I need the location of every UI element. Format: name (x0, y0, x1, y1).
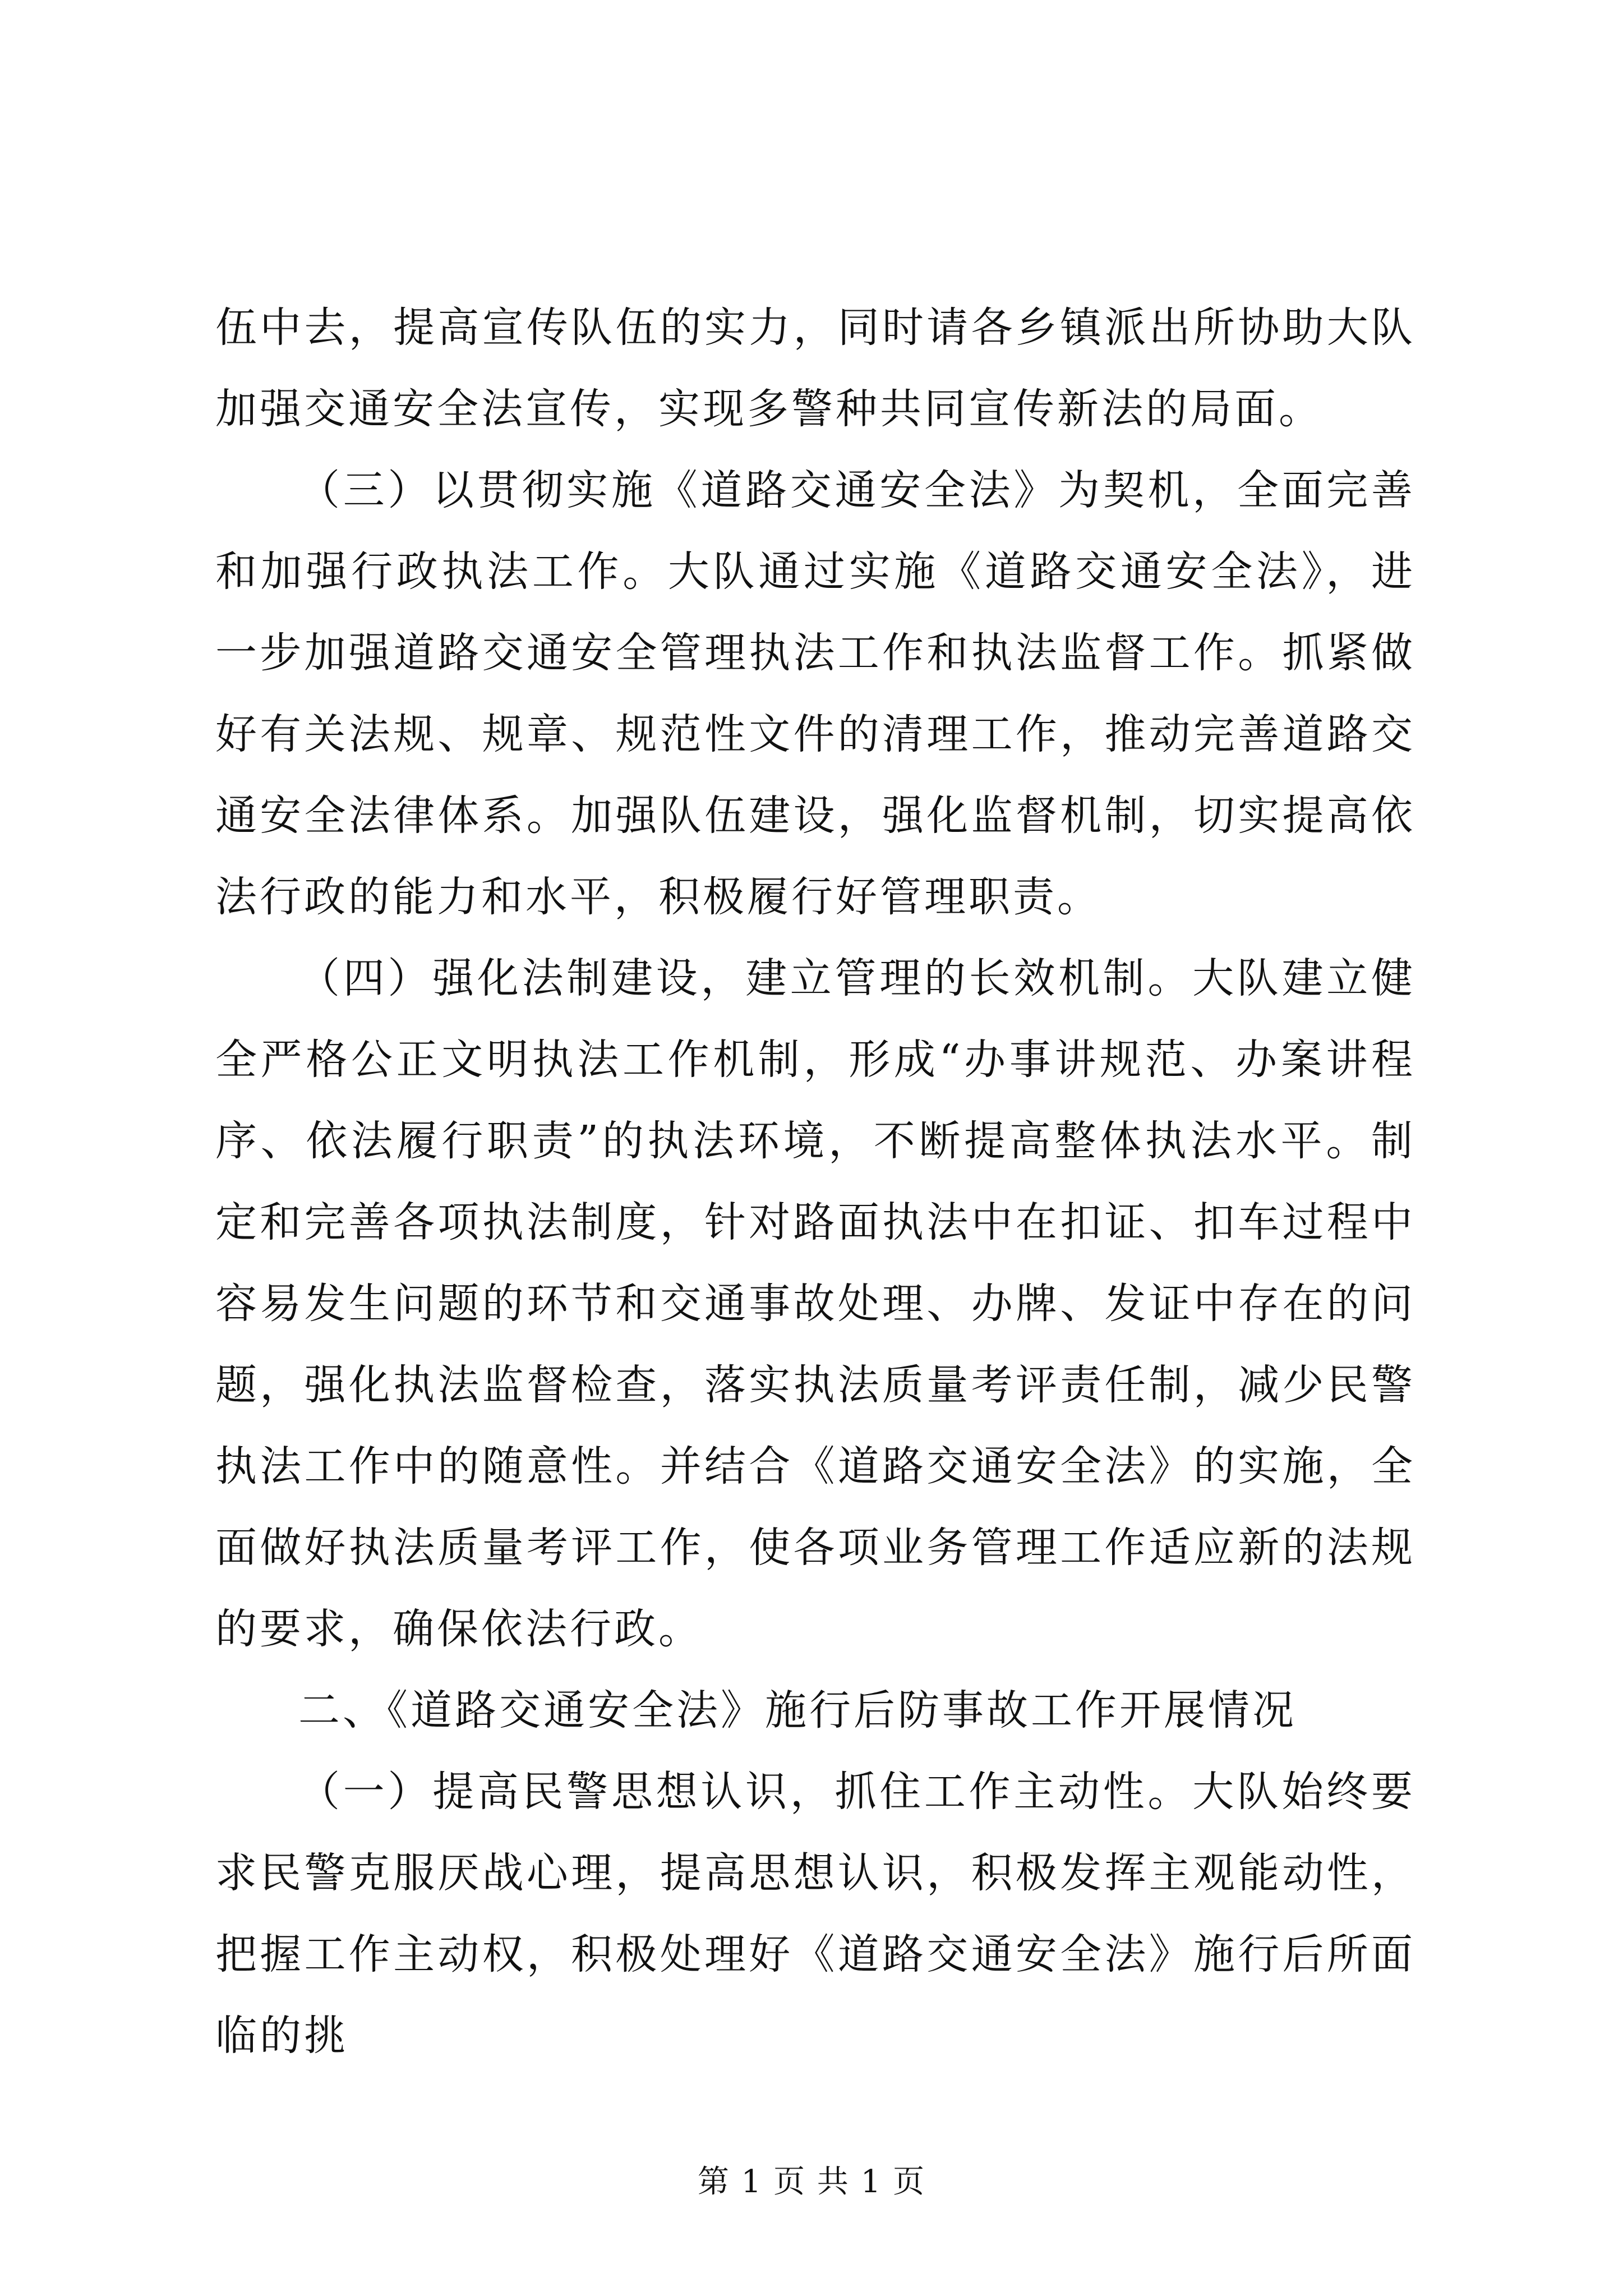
paragraph-section-4: （四）强化法制建设，建立管理的长效机制。大队建立健全严格公正文明执法工作机制，形成“办事讲规范、办案讲程序、依法履行职责”的执法环境，不断提高整体执法水平。制定和完善各项执法制度，针对路面执法中在扣证、扣车过程中容易发生问题的环节和交通事故处理、办牌、发证中存在的问题，强化执法监督检查，落实执法质量考评责任制，减少民警执法工作中的随意性。并结合《道路交通安全法》的实施，全面做好执法质量考评工作，使各项业务管理工作适应新的法规的要求，确保依法行政。 (215, 954, 1415, 1653)
section-heading-2: 二、《道路交通安全法》施行后防事故工作开展情况 (298, 1686, 1297, 1734)
document-body (215, 287, 1415, 2077)
paragraph-continuation: 伍中去，提高宣传队伍的实力，同时请各乡镇派出所协助大队加强交通安全法宣传，实现多警种共同宣传新法的局面。 (215, 303, 1415, 433)
paragraph-subsection-1: （一）提高民警思想认识，抓住工作主动性。大队始终要求民警克服厌战心理，提高思想认识，积极发挥主观能动性，把握工作主动权，积极处理好《道路交通安全法》施行后所面临的挑 (215, 1768, 1415, 2060)
page-footer: 第 1 页 共 1 页 (697, 2164, 926, 2200)
paragraph-section-3: （三）以贯彻实施《道路交通安全法》为契机，全面完善和加强行政执法工作。大队通过实施《道路交通安全法》，进一步加强道路交通安全管理执法工作和执法监督工作。抓紧做好有关法规、规章、规范性文件的清理工作，推动完善道路交通安全法律体系。加强队伍建设，强化监督机制，切实提高依法行政的能力和水平，积极履行好管理职责。 (215, 466, 1415, 921)
